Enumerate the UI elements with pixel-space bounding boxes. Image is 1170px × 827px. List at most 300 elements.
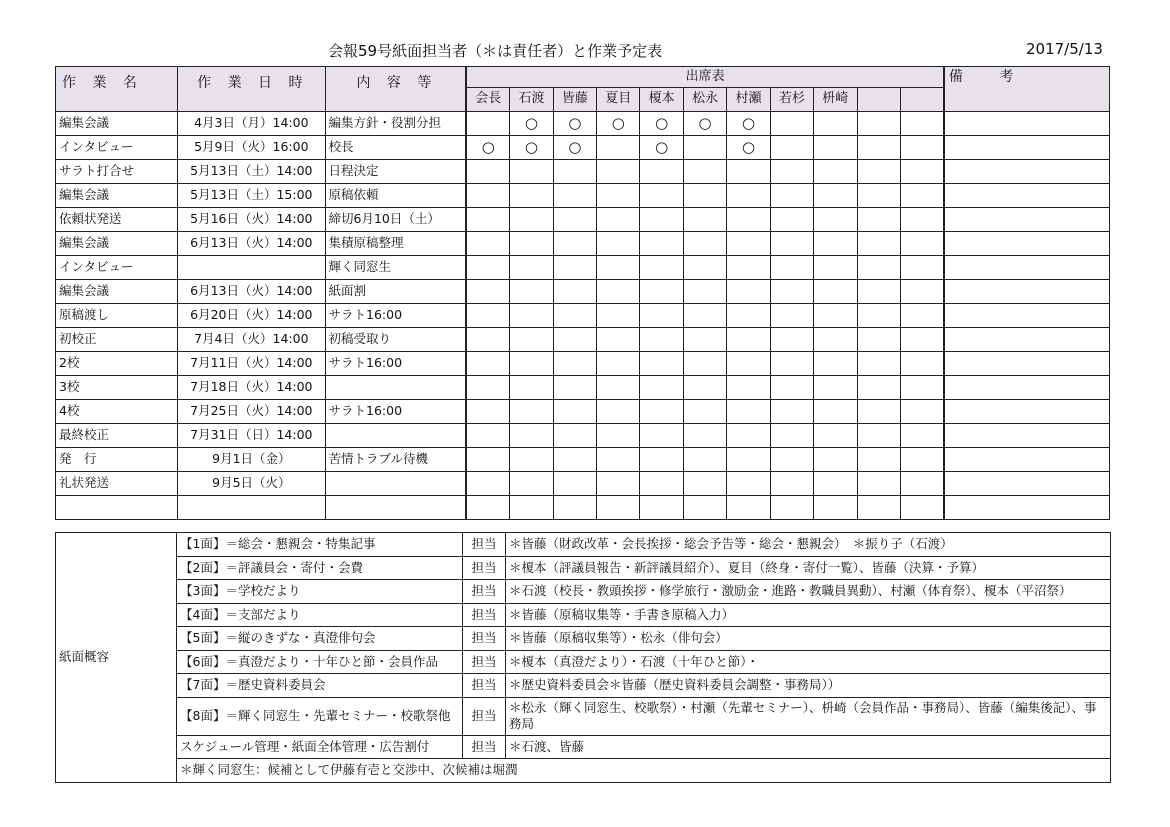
remarks-cell <box>944 136 1110 160</box>
attendance-cell <box>640 280 683 304</box>
schedule-row <box>56 112 1110 136</box>
attendance-cell <box>640 232 683 256</box>
document-title: 会報59号紙面担当者（＊は責任者）と作業予定表 <box>328 42 663 60</box>
content-cell: 締切6月10日（土） <box>325 208 466 232</box>
remarks-cell <box>944 376 1110 400</box>
attendance-cell <box>814 256 857 280</box>
schedule-row <box>56 328 1110 352</box>
page-assignees: ＊皆藤（財政改革・会長挨拶・総会予告等・総会・懇親会） ＊振り子（石渡） <box>506 533 1111 557</box>
remarks-cell <box>944 112 1110 136</box>
datetime-cell: 9月5日（火） <box>178 472 325 496</box>
remarks-cell <box>944 184 1110 208</box>
remarks-cell <box>944 304 1110 328</box>
datetime-cell: 7月18日（火）14:00 <box>178 376 325 400</box>
attendance-cell <box>814 112 857 136</box>
attendance-cell <box>727 424 770 448</box>
attendance-cell <box>857 352 900 376</box>
datetime-cell: 5月16日（火）14:00 <box>178 208 325 232</box>
attendance-cell <box>553 160 596 184</box>
content-cell <box>325 472 466 496</box>
attendance-cell <box>466 112 509 136</box>
schedule-row <box>56 136 1110 160</box>
attendance-cell <box>640 496 683 520</box>
attendance-cell <box>770 400 813 424</box>
attendance-cell <box>857 160 900 184</box>
attendance-cell <box>597 256 640 280</box>
attendance-cell <box>814 472 857 496</box>
tanto-label: 担当 <box>463 650 506 674</box>
attendance-cell <box>814 424 857 448</box>
member-header: 会長 <box>466 88 509 112</box>
attendance-cell <box>466 184 509 208</box>
attendance-cell <box>640 208 683 232</box>
page-assignees: ＊歴史資料委員会＊皆藤（歴史資料委員会調整・事務局）） <box>506 674 1111 698</box>
attendance-cell <box>510 280 553 304</box>
attendance-cell <box>466 352 509 376</box>
attendance-cell <box>814 328 857 352</box>
page-section: 【8面】＝輝く同窓生・先輩セミナー・校歌祭他 <box>177 697 463 735</box>
attendance-cell <box>814 184 857 208</box>
attendance-cell <box>857 328 900 352</box>
member-header: 皆藤 <box>553 88 596 112</box>
attendance-cell <box>553 424 596 448</box>
attendance-cell <box>814 448 857 472</box>
task-cell: 編集会議 <box>56 184 178 208</box>
overview-row <box>56 556 1111 580</box>
attendance-cell <box>466 232 509 256</box>
attendance-cell <box>510 376 553 400</box>
remarks-cell <box>944 208 1110 232</box>
content-cell: 校長 <box>325 136 466 160</box>
attendance-cell <box>510 160 553 184</box>
page-assignees: ＊石渡（校長・教頭挨拶・修学旅行・激励金・進路・教職員異動）、村瀬（体育祭）、榎本（平沼祭） <box>506 580 1111 604</box>
attendance-cell <box>597 448 640 472</box>
attendance-cell <box>466 160 509 184</box>
attendance-cell <box>510 400 553 424</box>
attendance-cell <box>857 376 900 400</box>
remarks-cell <box>944 424 1110 448</box>
attendance-cell <box>597 400 640 424</box>
content-cell <box>325 376 466 400</box>
schedule-row <box>56 352 1110 376</box>
attendance-mark: ○ <box>466 136 509 160</box>
attendance-cell <box>683 328 726 352</box>
datetime-cell: 5月9日（火）16:00 <box>178 136 325 160</box>
attendance-cell <box>727 472 770 496</box>
attendance-cell <box>900 400 944 424</box>
schedule-row <box>56 496 1110 520</box>
schedule-row <box>56 304 1110 328</box>
attendance-cell <box>466 424 509 448</box>
attendance-cell <box>727 400 770 424</box>
attendance-cell <box>553 208 596 232</box>
attendance-cell <box>900 304 944 328</box>
remarks-cell <box>944 448 1110 472</box>
attendance-cell <box>857 424 900 448</box>
attendance-cell <box>727 448 770 472</box>
attendance-cell <box>683 280 726 304</box>
attendance-cell <box>770 328 813 352</box>
remarks-cell <box>944 352 1110 376</box>
content-cell: サラト16:00 <box>325 304 466 328</box>
overview-note-row <box>56 759 1111 783</box>
header-content: 内 容 等 <box>325 67 466 112</box>
page-assignees: ＊石渡、皆藤 <box>506 735 1111 759</box>
task-cell: 編集会議 <box>56 280 178 304</box>
member-header: 松永 <box>683 88 726 112</box>
datetime-cell <box>178 256 325 280</box>
tanto-label: 担当 <box>463 533 506 557</box>
attendance-cell <box>770 472 813 496</box>
attendance-cell <box>466 328 509 352</box>
tanto-label: 担当 <box>463 697 506 735</box>
attendance-cell <box>640 448 683 472</box>
attendance-cell <box>510 496 553 520</box>
attendance-cell <box>597 328 640 352</box>
content-cell: 原稿依頼 <box>325 184 466 208</box>
attendance-cell <box>770 160 813 184</box>
attendance-cell <box>727 352 770 376</box>
remarks-cell <box>944 400 1110 424</box>
member-header: 枡崎 <box>814 88 857 112</box>
datetime-cell: 7月25日（火）14:00 <box>178 400 325 424</box>
attendance-cell <box>857 184 900 208</box>
attendance-cell <box>814 280 857 304</box>
datetime-cell: 6月20日（火）14:00 <box>178 304 325 328</box>
attendance-cell <box>857 448 900 472</box>
content-cell: 紙面割 <box>325 280 466 304</box>
attendance-cell <box>727 232 770 256</box>
attendance-cell <box>683 232 726 256</box>
overview-row <box>56 627 1111 651</box>
attendance-cell <box>814 232 857 256</box>
attendance-cell <box>814 352 857 376</box>
attendance-cell <box>597 184 640 208</box>
member-header: 石渡 <box>510 88 553 112</box>
header-datetime: 作 業 日 時 <box>178 67 325 112</box>
member-header: 夏目 <box>597 88 640 112</box>
schedule-row <box>56 280 1110 304</box>
remarks-cell <box>944 232 1110 256</box>
content-cell: サラト16:00 <box>325 352 466 376</box>
attendance-mark: ○ <box>510 136 553 160</box>
schedule-row <box>56 424 1110 448</box>
attendance-cell <box>683 352 726 376</box>
remarks-cell <box>944 160 1110 184</box>
overview-row <box>56 533 1111 557</box>
page-assignees: ＊皆藤（原稿収集等・手書き原稿入力） <box>506 603 1111 627</box>
attendance-cell <box>510 232 553 256</box>
attendance-cell <box>553 184 596 208</box>
attendance-cell <box>900 112 944 136</box>
attendance-cell <box>727 256 770 280</box>
attendance-cell <box>814 136 857 160</box>
attendance-cell <box>727 328 770 352</box>
tanto-label: 担当 <box>463 603 506 627</box>
attendance-cell <box>597 376 640 400</box>
overview-row <box>56 603 1111 627</box>
attendance-cell <box>510 304 553 328</box>
attendance-cell <box>510 208 553 232</box>
remarks-cell <box>944 280 1110 304</box>
attendance-cell <box>510 256 553 280</box>
attendance-cell <box>770 112 813 136</box>
attendance-cell <box>900 496 944 520</box>
attendance-cell <box>770 208 813 232</box>
attendance-cell <box>597 424 640 448</box>
attendance-cell <box>597 472 640 496</box>
schedule-row <box>56 160 1110 184</box>
attendance-cell <box>553 376 596 400</box>
overview-row <box>56 735 1111 759</box>
attendance-mark: ○ <box>553 136 596 160</box>
attendance-cell <box>510 424 553 448</box>
attendance-cell <box>683 304 726 328</box>
attendance-cell <box>900 472 944 496</box>
overview-label: 紙面概容 <box>56 533 177 783</box>
task-cell: 礼状発送 <box>56 472 178 496</box>
datetime-cell: 5月13日（土）14:00 <box>178 160 325 184</box>
attendance-mark: ○ <box>683 112 726 136</box>
member-header <box>857 88 900 112</box>
attendance-cell <box>900 136 944 160</box>
attendance-cell <box>553 496 596 520</box>
attendance-cell <box>466 208 509 232</box>
attendance-cell <box>770 256 813 280</box>
attendance-cell <box>857 280 900 304</box>
attendance-cell <box>640 328 683 352</box>
attendance-cell <box>900 424 944 448</box>
header-attendance: 出席表 <box>466 67 944 88</box>
attendance-cell <box>727 304 770 328</box>
attendance-cell <box>814 160 857 184</box>
task-cell: 最終校正 <box>56 424 178 448</box>
attendance-cell <box>770 376 813 400</box>
attendance-cell <box>727 184 770 208</box>
attendance-cell <box>857 256 900 280</box>
attendance-cell <box>640 184 683 208</box>
attendance-cell <box>640 424 683 448</box>
attendance-cell <box>857 208 900 232</box>
attendance-cell <box>466 304 509 328</box>
attendance-cell <box>770 136 813 160</box>
schedule-row <box>56 232 1110 256</box>
datetime-cell: 7月11日（火）14:00 <box>178 352 325 376</box>
attendance-cell <box>857 112 900 136</box>
page-section: 【3面】＝学校だより <box>177 580 463 604</box>
attendance-cell <box>857 136 900 160</box>
attendance-cell <box>683 376 726 400</box>
attendance-cell <box>597 304 640 328</box>
remarks-cell <box>944 256 1110 280</box>
attendance-cell <box>814 304 857 328</box>
attendance-cell <box>770 184 813 208</box>
tanto-label: 担当 <box>463 674 506 698</box>
overview-table <box>55 532 1111 783</box>
attendance-cell <box>597 208 640 232</box>
schedule-row <box>56 184 1110 208</box>
attendance-cell <box>466 448 509 472</box>
attendance-cell <box>466 280 509 304</box>
attendance-cell <box>857 400 900 424</box>
attendance-cell <box>683 160 726 184</box>
attendance-cell <box>553 472 596 496</box>
attendance-cell <box>597 352 640 376</box>
task-cell: 発 行 <box>56 448 178 472</box>
attendance-cell <box>640 376 683 400</box>
attendance-cell <box>683 136 726 160</box>
overview-note: ＊輝く同窓生：候補として伊藤有壱と交渉中、次候補は堀潤 <box>177 759 1111 783</box>
schedule-table <box>55 66 1110 520</box>
attendance-mark: ○ <box>640 112 683 136</box>
attendance-cell <box>553 232 596 256</box>
schedule-row <box>56 256 1110 280</box>
attendance-cell <box>683 184 726 208</box>
attendance-cell <box>814 208 857 232</box>
task-cell: 2校 <box>56 352 178 376</box>
datetime-cell <box>178 496 325 520</box>
attendance-cell <box>727 208 770 232</box>
attendance-cell <box>597 496 640 520</box>
tanto-label: 担当 <box>463 556 506 580</box>
attendance-cell <box>683 448 726 472</box>
attendance-cell <box>683 208 726 232</box>
content-cell <box>325 424 466 448</box>
datetime-cell: 6月13日（火）14:00 <box>178 232 325 256</box>
page-assignees: ＊榎本（評議員報告・新評議員紹介）、夏目（終身・寄付一覧）、皆藤（決算・予算） <box>506 556 1111 580</box>
attendance-cell <box>683 472 726 496</box>
task-cell: 編集会議 <box>56 232 178 256</box>
attendance-cell <box>814 376 857 400</box>
task-cell: サラト打合せ <box>56 160 178 184</box>
attendance-cell <box>900 160 944 184</box>
remarks-cell <box>944 472 1110 496</box>
attendance-cell <box>770 280 813 304</box>
attendance-mark: ○ <box>727 112 770 136</box>
attendance-cell <box>466 496 509 520</box>
attendance-cell <box>900 232 944 256</box>
attendance-cell <box>597 232 640 256</box>
content-cell: 日程決定 <box>325 160 466 184</box>
attendance-cell <box>683 424 726 448</box>
datetime-cell: 6月13日（火）14:00 <box>178 280 325 304</box>
schedule-row <box>56 400 1110 424</box>
attendance-cell <box>466 376 509 400</box>
attendance-cell <box>510 448 553 472</box>
task-cell: 4校 <box>56 400 178 424</box>
attendance-cell <box>683 496 726 520</box>
task-cell: 依頼状発送 <box>56 208 178 232</box>
page-assignees: ＊皆藤（原稿収集等）・松永（俳句会） <box>506 627 1111 651</box>
attendance-cell <box>597 136 640 160</box>
schedule-row <box>56 208 1110 232</box>
attendance-cell <box>553 256 596 280</box>
page-assignees: ＊松永（輝く同窓生、校歌祭）・村瀬（先輩セミナー）、枡崎（会員作品・事務局）、皆藤（編集後記）、事務局 <box>506 697 1111 735</box>
attendance-cell <box>640 304 683 328</box>
attendance-cell <box>553 400 596 424</box>
attendance-cell <box>510 328 553 352</box>
attendance-cell <box>553 328 596 352</box>
attendance-cell <box>510 472 553 496</box>
attendance-cell <box>640 400 683 424</box>
attendance-cell <box>900 280 944 304</box>
member-header: 若杉 <box>770 88 813 112</box>
attendance-cell <box>900 352 944 376</box>
attendance-cell <box>727 280 770 304</box>
attendance-cell <box>466 400 509 424</box>
attendance-cell <box>900 376 944 400</box>
content-cell: 集積原稿整理 <box>325 232 466 256</box>
attendance-cell <box>553 304 596 328</box>
header-remarks: 備 考 <box>944 67 1110 112</box>
content-cell: 輝く同窓生 <box>325 256 466 280</box>
schedule-row <box>56 472 1110 496</box>
datetime-cell: 5月13日（土）15:00 <box>178 184 325 208</box>
page-section: 【2面】＝評議員会・寄付・会費 <box>177 556 463 580</box>
task-cell: インタビュー <box>56 136 178 160</box>
attendance-mark: ○ <box>640 136 683 160</box>
attendance-cell <box>727 496 770 520</box>
overview-row <box>56 580 1111 604</box>
attendance-cell <box>814 496 857 520</box>
task-cell: 3校 <box>56 376 178 400</box>
attendance-cell <box>857 232 900 256</box>
attendance-mark: ○ <box>510 112 553 136</box>
attendance-cell <box>466 256 509 280</box>
page-assignees: ＊榎本（真澄だより）・石渡（十年ひと節）・ <box>506 650 1111 674</box>
tanto-label: 担当 <box>463 627 506 651</box>
attendance-cell <box>510 184 553 208</box>
attendance-cell <box>553 352 596 376</box>
datetime-cell: 7月4日（火）14:00 <box>178 328 325 352</box>
attendance-cell <box>597 280 640 304</box>
attendance-cell <box>727 376 770 400</box>
task-cell: 初校正 <box>56 328 178 352</box>
datetime-cell: 4月3日（月）14:00 <box>178 112 325 136</box>
attendance-cell <box>553 448 596 472</box>
content-cell: サラト16:00 <box>325 400 466 424</box>
datetime-cell: 9月1日（金） <box>178 448 325 472</box>
attendance-cell <box>640 160 683 184</box>
page-section: 【4面】＝支部だより <box>177 603 463 627</box>
task-cell: 原稿渡し <box>56 304 178 328</box>
attendance-cell <box>683 400 726 424</box>
remarks-cell <box>944 496 1110 520</box>
attendance-cell <box>640 472 683 496</box>
task-cell: 編集会議 <box>56 112 178 136</box>
overview-row <box>56 697 1111 735</box>
schedule-row <box>56 376 1110 400</box>
attendance-cell <box>770 232 813 256</box>
attendance-cell <box>900 448 944 472</box>
tanto-label: 担当 <box>463 735 506 759</box>
attendance-cell <box>770 496 813 520</box>
overview-row <box>56 650 1111 674</box>
overview-row <box>56 674 1111 698</box>
attendance-cell <box>900 328 944 352</box>
page-section: スケジュール管理・紙面全体管理・広告割付 <box>177 735 463 759</box>
attendance-cell <box>770 304 813 328</box>
member-header: 榎本 <box>640 88 683 112</box>
attendance-cell <box>770 424 813 448</box>
attendance-cell <box>900 208 944 232</box>
attendance-cell <box>597 160 640 184</box>
remarks-cell <box>944 328 1110 352</box>
tanto-label: 担当 <box>463 580 506 604</box>
task-cell: インタビュー <box>56 256 178 280</box>
task-cell <box>56 496 178 520</box>
attendance-cell <box>727 160 770 184</box>
